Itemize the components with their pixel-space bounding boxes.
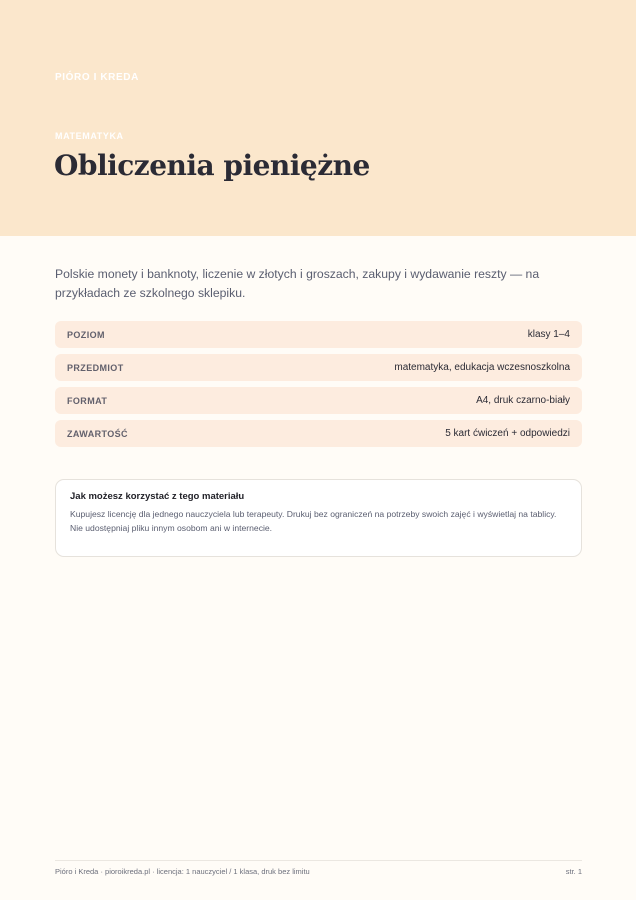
brand-name: PIÓRO I KREDA [55, 72, 139, 83]
details-list [55, 321, 582, 453]
page-title: Obliczenia pieniężne [54, 149, 370, 182]
detail-value: A4, druk czarno-biały [476, 395, 570, 406]
intro-text: Polskie monety i banknoty, liczenie w złotych i groszach, zakupy i wydawanie reszty — na przykładach ze szkolnego sklepiku. [55, 267, 540, 300]
detail-value: klasy 1–4 [527, 329, 570, 340]
detail-label: PRZEDMIOT [67, 362, 124, 373]
detail-value: 5 kart ćwiczeń + odpowiedzi [445, 428, 570, 439]
detail-label: FORMAT [67, 395, 108, 406]
detail-row-subject [55, 354, 582, 381]
footer-info: Pióro i Kreda · pioroikreda.pl · licencja: 1 nauczyciel / 1 klasa, druk bez limitu [55, 867, 310, 876]
page-footer [55, 860, 582, 876]
header-banner [0, 0, 636, 236]
detail-value: matematyka, edukacja wczesnoszkolna [394, 362, 570, 373]
subject-label: MATEMATYKA [55, 131, 124, 141]
detail-row-contents [55, 420, 582, 447]
page-number: str. 1 [565, 867, 582, 876]
detail-row-level [55, 321, 582, 348]
detail-label: POZIOM [67, 329, 105, 340]
license-info-box [55, 479, 582, 557]
license-title: Jak możesz korzystać z tego materiału [70, 491, 245, 502]
detail-label: ZAWARTOŚĆ [67, 428, 128, 439]
license-text: Kupujesz licencję dla jednego nauczyciela lub terapeuty. Drukuj bez ograniczeń na potrzeby swoich zajęć i wyświetlaj na tablicy. Nie udostępniaj pliku innym osobom ani w internecie. [70, 509, 557, 533]
detail-row-format [55, 387, 582, 414]
